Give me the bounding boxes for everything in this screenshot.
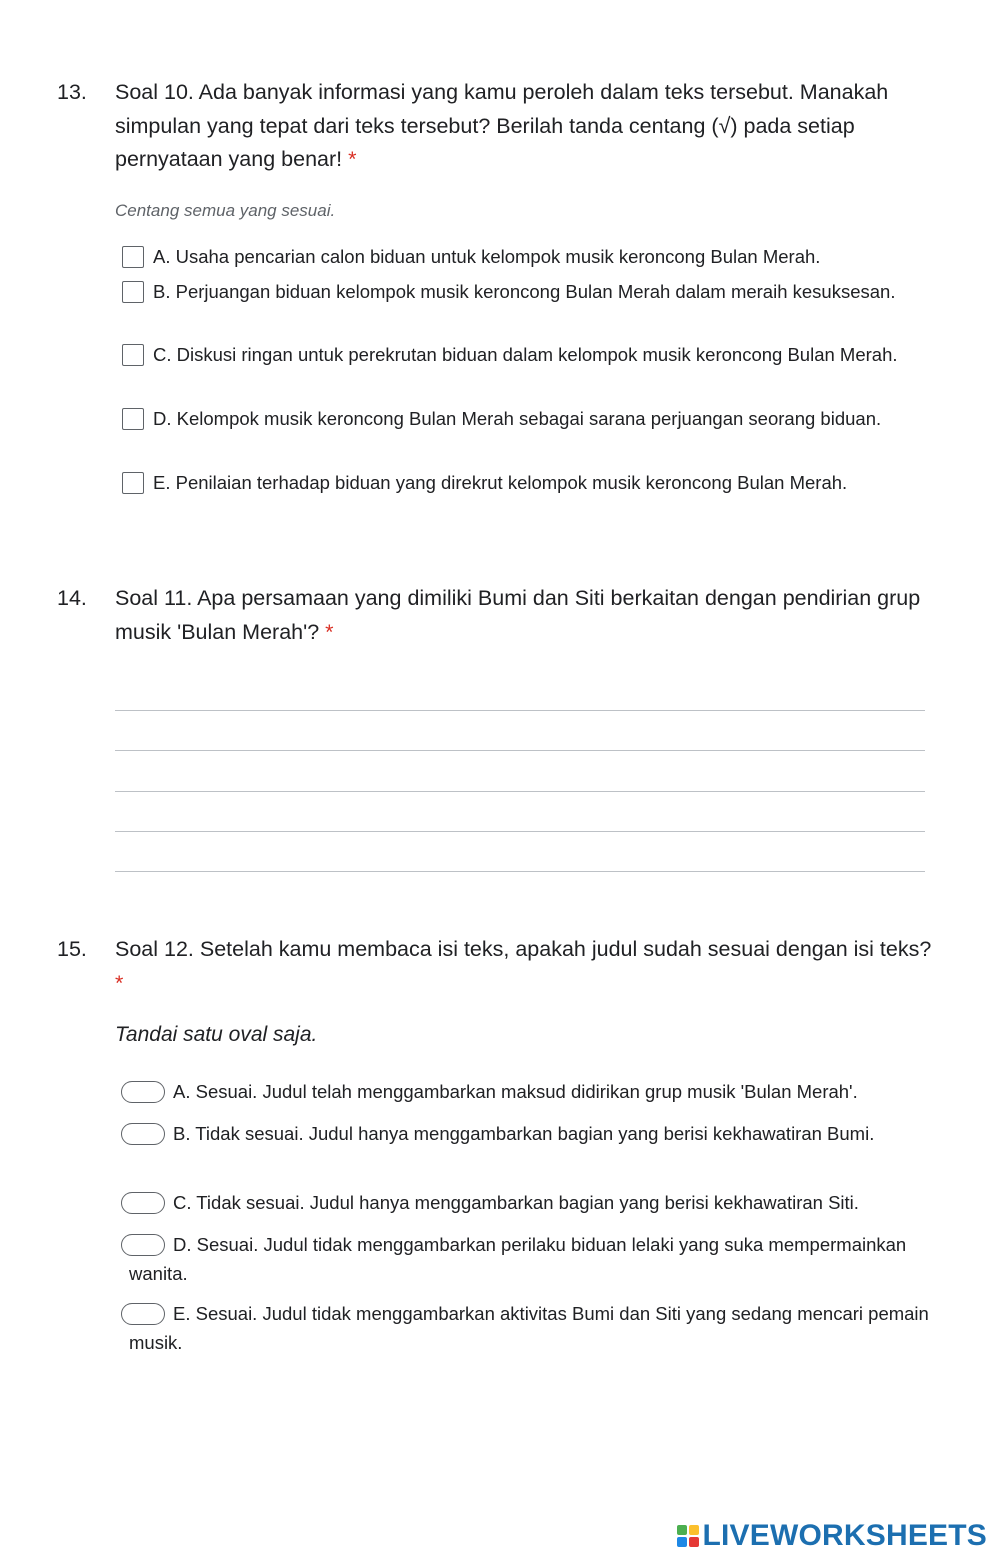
answer-line-5[interactable]: [115, 871, 925, 872]
logo-square-3: [677, 1537, 687, 1547]
logo-grid-icon: [677, 1525, 699, 1547]
question-15-number: 15.: [57, 937, 87, 961]
required-mark: *: [325, 619, 334, 644]
radio-oval[interactable]: [121, 1081, 165, 1103]
question-15-hint: Tandai satu oval saja.: [115, 1023, 318, 1046]
logo-square-2: [689, 1525, 699, 1535]
question-13-text: Soal 10. Ada banyak informasi yang kamu peroleh dalam teks tersebut. Manakah simpulan yang tepat dari teks tersebut? Berilah tanda centang (√) pada setiap pernyataan yang benar!: [115, 80, 889, 171]
liveworksheets-logo: [677, 1518, 988, 1554]
logo-square-4: [689, 1537, 699, 1547]
option-label: D. Kelompok musik keroncong Bulan Merah sebagai sarana perjuangan seorang biduan.: [153, 408, 882, 429]
required-mark: *: [348, 147, 357, 171]
checkbox-option-b[interactable]: [115, 278, 935, 307]
brand-text: LIVEWORKSHEETS: [702, 1519, 987, 1552]
radio-oval[interactable]: [121, 1192, 165, 1214]
option-label: E. Sesuai. Judul tidak menggambarkan aktivitas Bumi dan Siti yang sedang mencari pemain musik.: [129, 1303, 929, 1353]
radio-option-a[interactable]: [129, 1078, 929, 1107]
option-label: B. Tidak sesuai. Judul hanya menggambarkan bagian yang berisi kekhawatiran Bumi.: [173, 1123, 875, 1144]
question-14-number: 14.: [57, 586, 87, 610]
option-label: A. Sesuai. Judul telah menggambarkan maksud didirikan grup musik 'Bulan Merah'.: [173, 1081, 858, 1102]
option-label: B. Perjuangan biduan kelompok musik keroncong Bulan Merah dalam meraih kesuksesan.: [153, 281, 896, 302]
option-label: D. Sesuai. Judul tidak menggambarkan perilaku biduan lelaki yang suka mempermainkan wanita.: [129, 1234, 907, 1284]
radio-option-b[interactable]: [129, 1120, 929, 1149]
checkbox[interactable]: [122, 344, 144, 366]
checkbox[interactable]: [122, 408, 144, 430]
option-label: E. Penilaian terhadap biduan yang direkrut kelompok musik keroncong Bulan Merah.: [153, 472, 848, 493]
logo-square-1: [677, 1525, 687, 1535]
checkbox-option-c[interactable]: [115, 341, 935, 370]
checkbox-option-e[interactable]: [115, 469, 935, 498]
answer-line-1[interactable]: [115, 710, 925, 711]
option-label: A. Usaha pencarian calon biduan untuk kelompok musik keroncong Bulan Merah.: [153, 246, 821, 267]
answer-line-2[interactable]: [115, 750, 925, 751]
option-label: C. Diskusi ringan untuk perekrutan biduan dalam kelompok musik keroncong Bulan Merah.: [153, 344, 898, 365]
radio-option-d[interactable]: [129, 1231, 929, 1288]
radio-oval[interactable]: [121, 1303, 165, 1325]
checkbox[interactable]: [122, 281, 144, 303]
question-14-text: Soal 11. Apa persamaan yang dimiliki Bumi dan Siti berkaitan dengan pendirian grup musik 'Bulan Merah'?: [115, 586, 921, 644]
answer-line-4[interactable]: [115, 831, 925, 832]
radio-oval[interactable]: [121, 1234, 165, 1256]
question-13-hint: Centang semua yang sesuai.: [115, 201, 336, 220]
checkbox-option-a[interactable]: [115, 243, 935, 272]
required-mark: *: [115, 970, 124, 995]
answer-line-3[interactable]: [115, 791, 925, 792]
checkbox[interactable]: [122, 472, 144, 494]
question-15-title: [115, 933, 935, 1000]
question-13-title: [115, 76, 935, 177]
radio-option-e[interactable]: [129, 1300, 929, 1357]
question-15-text: Soal 12. Setelah kamu membaca isi teks, apakah judul sudah sesuai dengan isi teks?: [115, 937, 932, 961]
checkbox-option-d[interactable]: [115, 405, 935, 434]
question-13-number: 13.: [57, 80, 87, 104]
checkbox[interactable]: [122, 246, 144, 268]
option-label: C. Tidak sesuai. Judul hanya menggambarkan bagian yang berisi kekhawatiran Siti.: [173, 1192, 859, 1213]
question-14-title: [115, 582, 935, 649]
radio-option-c[interactable]: [129, 1189, 929, 1218]
radio-oval[interactable]: [121, 1123, 165, 1145]
